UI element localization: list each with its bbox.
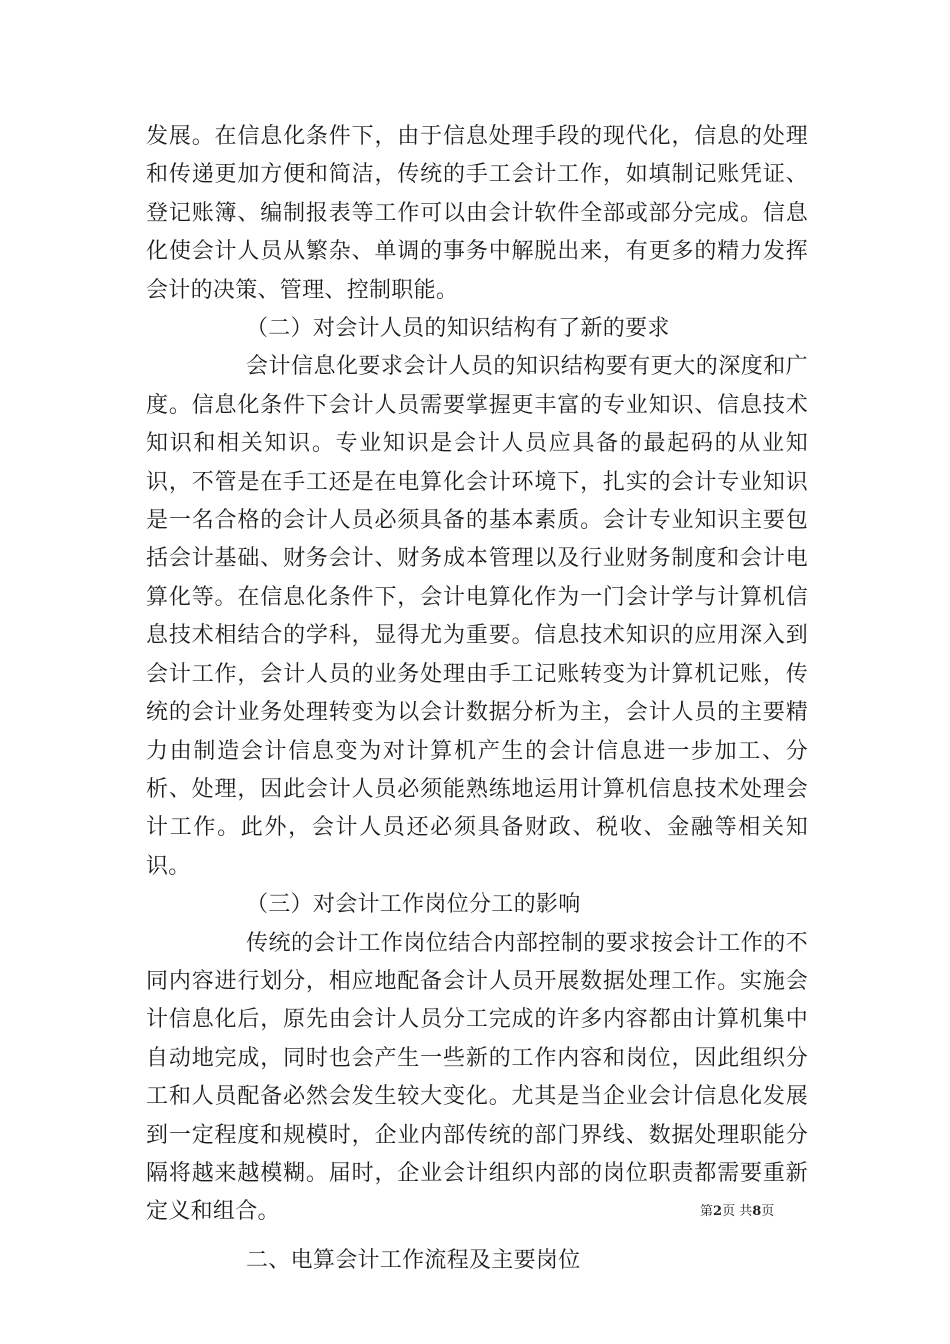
- document-body: [146, 118, 808, 1280]
- chapter-heading-2: 二、电算会计工作流程及主要岗位: [246, 1247, 581, 1273]
- current-page-number: 2: [713, 1204, 723, 1219]
- section-heading-2: （二）对会计人员的知识结构有了新的要求: [246, 316, 670, 342]
- paragraph-continuation: 发展。在信息化条件下，由于信息处理手段的现代化，信息的处理和传递更加方便和简洁，传统的手工会计工作，如填制记账凭证、登记账簿、编制报表等工作可以由会计软件全部或部分完成。信息化使会计人员从繁杂、单调的事务中解脱出来，有更多的精力发挥会计的决策、管理、控制职能。: [146, 124, 808, 303]
- page-footer: [700, 1203, 774, 1221]
- paragraph-job-division: 传统的会计工作岗位结合内部控制的要求按会计工作的不同内容进行划分，相应地配备会计人员开展数据处理工作。实施会计信息化后，原先由会计人员分工完成的许多内容都由计算机集中自动地完成，同时也会产生一些新的工作内容和岗位，因此组织分工和人员配备必然会发生较大变化。尤其是当企业会计信息化发展到一定程度和规模时，企业内部传统的部门界线、数据处理职能分隔将越来越模糊。届时，企业会计组织内部的岗位职责都需要重新定义和组合。: [146, 930, 808, 1225]
- section-heading-3: （三）对会计工作岗位分工的影响: [246, 892, 581, 918]
- total-pages-number: 8: [752, 1204, 762, 1219]
- footer-prefix: 第: [700, 1204, 714, 1219]
- footer-suffix: 页: [761, 1204, 775, 1219]
- footer-middle: 页 共: [722, 1204, 753, 1219]
- paragraph-knowledge-structure: 会计信息化要求会计人员的知识结构要有更大的深度和广度。信息化条件下会计人员需要掌握更丰富的专业知识、信息技术知识和相关知识。专业知识是会计人员应具备的最起码的从业知识，不管是在手工还是在电算化会计环境下，扎实的会计专业知识是一名合格的会计人员必须具备的基本素质。会计专业知识主要包括会计基础、财务会计、财务成本管理以及行业财务制度和会计电算化等。在信息化条件下，会计电算化作为一门会计学与计算机信息技术相结合的学科，显得尤为重要。信息技术知识的应用深入到会计工作，会计人员的业务处理由手工记账转变为计算机记账，传统的会计业务处理转变为以会计数据分析为主，会计人员的主要精力由制造会计信息变为对计算机产生的会计信息进一步加工、分析、处理，因此会计人员必须能熟练地运用计算机信息技术处理会计工作。此外，会计人员还必须具备财政、税收、金融等相关知识。: [146, 354, 808, 879]
